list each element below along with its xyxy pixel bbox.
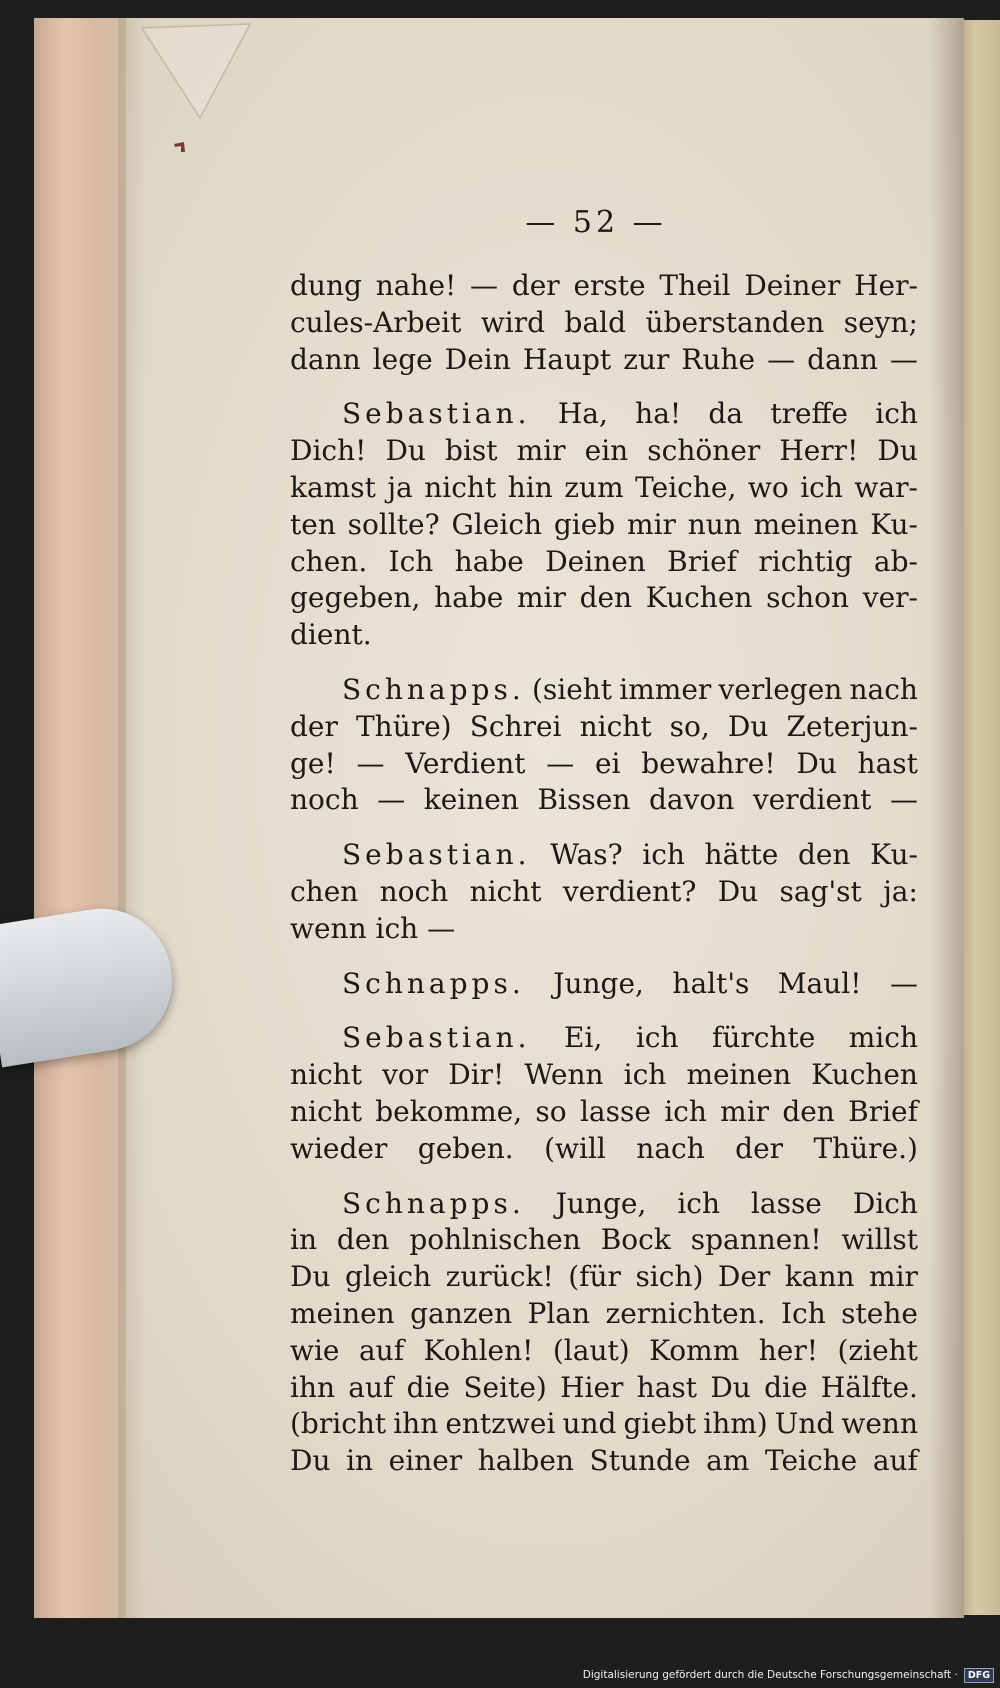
text-word: Ku- (870, 507, 918, 541)
page-gutter (34, 18, 126, 1618)
ink-stain-mark (172, 140, 188, 154)
text-word: verdient? (562, 874, 697, 908)
text-line (290, 746, 918, 783)
text-word: Bissen (537, 783, 631, 817)
paragraph-gap (290, 1168, 918, 1186)
text-word: sich) (635, 1260, 704, 1294)
text-word: die (406, 1370, 451, 1404)
text-word: Brief (848, 1094, 918, 1128)
text-word: — (889, 966, 918, 1000)
text-word: Theil (659, 269, 731, 302)
text-word: Thüre) (355, 709, 452, 743)
text-line (290, 1094, 918, 1131)
text-word: Teiche (764, 1444, 858, 1478)
text-word: Schrei (469, 709, 562, 743)
text-word: Und (774, 1407, 835, 1441)
text-word: Hälfte. (820, 1370, 918, 1404)
page-text (290, 200, 918, 1480)
text-word: Zeterjun- (786, 709, 918, 743)
text-word: wird (480, 305, 546, 339)
text-word: nahe! (375, 269, 457, 302)
text-line (290, 305, 918, 342)
text-word: wenn (841, 1407, 918, 1441)
text-word: der (511, 269, 560, 302)
text-word: giebt (623, 1407, 697, 1441)
text-word: kann (784, 1260, 855, 1294)
text-word: wenn (290, 911, 376, 945)
text-word: gleich (344, 1260, 432, 1294)
text-word: Gleich (451, 507, 543, 541)
text-word: cules-Arbeit (290, 305, 462, 339)
text-word: ei (594, 746, 621, 780)
text-word: mir (627, 507, 676, 541)
text-word: in (290, 1223, 317, 1257)
text-line (290, 1259, 918, 1296)
text-word: ich (664, 1094, 707, 1128)
text-word: nach (636, 1131, 705, 1165)
text-word: wo (747, 470, 789, 504)
paragraph-gap (290, 654, 918, 672)
text-word: Stunde (589, 1444, 691, 1478)
text-word: Schnapps. (342, 966, 525, 1000)
text-word: hast (636, 1370, 698, 1404)
text-word: Komm (649, 1333, 740, 1367)
text-word: ha! (635, 397, 682, 431)
text-word: Schnapps. (342, 672, 525, 706)
text-word: Du (290, 1260, 331, 1294)
text-word: Sebastian. (342, 397, 531, 431)
text-lines (290, 268, 918, 1480)
text-word: spannen! (690, 1223, 822, 1257)
text-word: schöner (647, 434, 761, 468)
digitization-footer (583, 1664, 994, 1686)
text-word: auf (358, 1333, 405, 1367)
text-word: ihn (290, 1370, 336, 1404)
text-word: dann (290, 342, 361, 376)
text-word: Du (385, 434, 426, 468)
text-word: ihn (393, 1407, 439, 1441)
text-word: Schnapps. (342, 1186, 525, 1220)
text-word: zur (623, 342, 670, 376)
text-word: lasse (579, 1094, 651, 1128)
text-word: nach (849, 672, 918, 706)
paragraph-gap (290, 1002, 918, 1020)
text-word: ich (642, 838, 685, 872)
text-word: habe (454, 544, 524, 578)
text-line (290, 966, 918, 1003)
text-word: ja (387, 470, 413, 504)
text-line (290, 672, 918, 709)
text-word: einer (388, 1444, 463, 1478)
text-line (290, 1186, 918, 1223)
text-line (290, 1333, 918, 1370)
text-word: (bricht (290, 1407, 387, 1441)
text-word: ge! (290, 746, 336, 780)
text-word: überstanden (645, 305, 825, 339)
text-line (290, 911, 918, 948)
text-word: den (336, 1223, 390, 1257)
text-word: verlegen (718, 672, 843, 706)
text-word: hast (857, 746, 918, 780)
text-word: — (889, 342, 918, 376)
text-word: (will (544, 1131, 606, 1165)
text-word: Junge, (553, 966, 644, 1000)
text-word: da (708, 397, 744, 431)
text-word: hin (507, 470, 553, 504)
text-word: Teiche, (635, 470, 737, 504)
funding-credit: Digitalisierung gefördert durch die Deutsche Forschungsgemeinschaft · (582, 1669, 958, 1681)
text-word: ich (677, 1186, 720, 1220)
text-word: — (470, 269, 499, 302)
text-word: ein (584, 434, 629, 468)
text-word: richtig (758, 544, 853, 578)
text-word: den (782, 1094, 835, 1128)
paragraph-gap (290, 948, 918, 966)
text-word: nun (687, 507, 742, 541)
text-word: Herr! (779, 434, 859, 468)
text-line (290, 709, 918, 746)
text-word: schon (766, 581, 850, 615)
text-word: Brief (667, 544, 738, 578)
text-word: Du (290, 1444, 331, 1478)
text-word: Verdient (405, 746, 526, 780)
text-word: — (889, 783, 918, 817)
text-word: Thüre.) (813, 1131, 918, 1165)
text-word: (laut) (552, 1333, 630, 1367)
text-word: so (535, 1094, 567, 1128)
text-word: Ku- (870, 838, 918, 872)
text-word: ihm) (703, 1407, 768, 1441)
text-word: Kohlen! (423, 1333, 534, 1367)
text-word: chen. (290, 544, 368, 578)
text-word: Ha, (557, 397, 608, 431)
text-word: Ei, (564, 1021, 603, 1055)
text-word: treffe (770, 397, 848, 431)
text-word: hätte (704, 838, 779, 872)
text-word: verdient (752, 783, 872, 817)
text-word: habe (434, 581, 504, 615)
text-word: Hier (560, 1370, 624, 1404)
text-word: wie (290, 1333, 340, 1367)
text-word: Maul! (777, 966, 862, 1000)
text-line (290, 433, 918, 470)
text-word: mir (516, 434, 566, 468)
text-word: mir (517, 581, 566, 615)
text-word: bist (445, 434, 498, 468)
text-word: meinen (290, 1296, 395, 1330)
text-word: nicht (579, 709, 652, 743)
text-word: Ich (388, 544, 434, 578)
text-line (290, 268, 918, 305)
text-word: sag'st (779, 874, 862, 908)
text-word: lasse (750, 1186, 822, 1220)
text-word: Was? (550, 838, 623, 872)
text-line (290, 342, 918, 379)
text-word: pohlnischen (409, 1223, 581, 1257)
text-word: meinen (753, 507, 859, 541)
text-word: (zieht (837, 1333, 918, 1367)
text-word: mir (869, 1260, 918, 1294)
text-line (290, 617, 918, 654)
text-word: ten (290, 507, 336, 541)
text-word: ich (875, 397, 918, 431)
text-word: dient. (290, 618, 372, 652)
text-word: Dich (852, 1186, 918, 1220)
text-word: ganzen (410, 1296, 513, 1330)
text-word: Kuchen (645, 581, 753, 615)
corner-fold-mark (140, 22, 260, 122)
text-word: den (797, 838, 851, 872)
text-word: vor (382, 1058, 429, 1092)
text-line (290, 1370, 918, 1407)
text-word: entzwei (445, 1407, 556, 1441)
text-word: nicht (290, 1094, 362, 1128)
text-line (290, 1443, 918, 1480)
text-word: Dir! (448, 1058, 505, 1092)
text-word: gegeben, (290, 581, 421, 615)
text-word: ab- (873, 544, 918, 578)
text-word: keinen (423, 783, 519, 817)
text-word: am (706, 1444, 750, 1478)
text-word: Sebastian. (342, 1021, 531, 1055)
text-word: Du (877, 434, 918, 468)
text-word: Der (717, 1260, 771, 1294)
text-line (290, 782, 918, 819)
text-word: Du (796, 746, 837, 780)
text-word: bewahre! (641, 746, 776, 780)
text-word: erste (573, 269, 646, 302)
text-word: Deiner (744, 269, 841, 302)
text-word: zurück! (445, 1260, 554, 1294)
text-word: willst (841, 1223, 918, 1257)
text-line (290, 1406, 918, 1443)
text-word: bekomme, (375, 1094, 523, 1128)
text-line (290, 507, 918, 544)
text-word: kamst (290, 470, 376, 504)
text-word: bald (564, 305, 627, 339)
text-word: so, (669, 709, 710, 743)
text-word: ja: (883, 874, 918, 908)
text-line (290, 1057, 918, 1094)
text-word: und (562, 1407, 617, 1441)
text-word: (sieht (531, 672, 613, 706)
text-line (290, 1131, 918, 1168)
text-line (290, 1222, 918, 1259)
text-word: Ruhe (681, 342, 756, 376)
text-line (290, 1020, 918, 1057)
text-word: Deinen (545, 544, 646, 578)
text-word: noch (379, 874, 449, 908)
text-word: — (377, 783, 406, 817)
text-line (290, 580, 918, 617)
text-word: noch (290, 783, 359, 817)
paragraph-gap (290, 378, 918, 396)
text-word: nicht (424, 470, 497, 504)
text-word: nicht (290, 1058, 362, 1092)
text-word: Du (727, 709, 769, 743)
text-word: Du (717, 874, 759, 908)
text-word: seyn; (843, 305, 918, 339)
text-word: Her- (854, 269, 918, 302)
text-word: Junge, (555, 1186, 647, 1220)
text-word: in (346, 1444, 374, 1478)
text-word: fürchte (711, 1021, 816, 1055)
text-word: halben (477, 1444, 574, 1478)
text-word: wieder (290, 1131, 388, 1165)
text-word: der (735, 1131, 784, 1165)
text-word: ich (800, 470, 843, 504)
text-word: dung (290, 269, 362, 302)
text-word: Wenn (524, 1058, 604, 1092)
text-word: ich (635, 1021, 679, 1055)
text-line (290, 837, 918, 874)
next-page-edge (958, 20, 1000, 1615)
text-word: Plan (527, 1296, 591, 1330)
text-word: Du (710, 1370, 751, 1404)
text-word: — (427, 911, 456, 945)
text-word: mich (848, 1021, 918, 1055)
text-word: sollte? (347, 507, 440, 541)
text-word: davon (648, 783, 735, 817)
text-word: (für (568, 1260, 621, 1294)
text-line (290, 1296, 918, 1333)
text-word: zernichten. (605, 1296, 766, 1330)
text-word: nicht (469, 874, 542, 908)
text-word: Dich! (290, 434, 367, 468)
text-word: zum (564, 470, 624, 504)
page-number: — 52 — (525, 205, 667, 240)
text-word: immer (619, 672, 712, 706)
text-word: — (546, 746, 575, 780)
text-word: auf (348, 1370, 394, 1404)
gutter-shadow (118, 18, 146, 1618)
text-word: meinen (686, 1058, 792, 1092)
text-line (290, 470, 918, 507)
text-word: Sebastian. (342, 838, 531, 872)
text-word: auf (872, 1444, 918, 1478)
text-word: mir (720, 1094, 770, 1128)
text-word: her! (758, 1333, 818, 1367)
text-word: stehe (841, 1296, 918, 1330)
text-word: Seite) (463, 1370, 547, 1404)
text-line (290, 874, 918, 911)
text-word: die (764, 1370, 808, 1404)
text-word: Kuchen (811, 1058, 918, 1092)
text-line (290, 396, 918, 433)
text-word: dann (807, 342, 878, 376)
text-word: Ich (781, 1296, 826, 1330)
text-word: — (767, 342, 796, 376)
text-word: Dein (444, 342, 511, 376)
text-word: den (579, 581, 633, 615)
text-word: — (356, 746, 385, 780)
text-word: ver- (862, 581, 918, 615)
text-word: war- (854, 470, 918, 504)
dfg-logo: DFG (964, 1668, 994, 1683)
text-word: gieb (553, 507, 616, 541)
text-word: ich (623, 1058, 667, 1092)
text-word: der (290, 709, 338, 743)
text-line (290, 544, 918, 581)
text-word: halt's (672, 966, 750, 1000)
text-word: lege (372, 342, 433, 376)
page-edge-shadow (930, 18, 964, 1618)
text-word: geben. (417, 1131, 514, 1165)
paragraph-gap (290, 819, 918, 837)
text-word: Haupt (522, 342, 612, 376)
text-word: Bock (600, 1223, 671, 1257)
text-word: ich (375, 911, 428, 945)
text-word: chen (290, 874, 359, 908)
